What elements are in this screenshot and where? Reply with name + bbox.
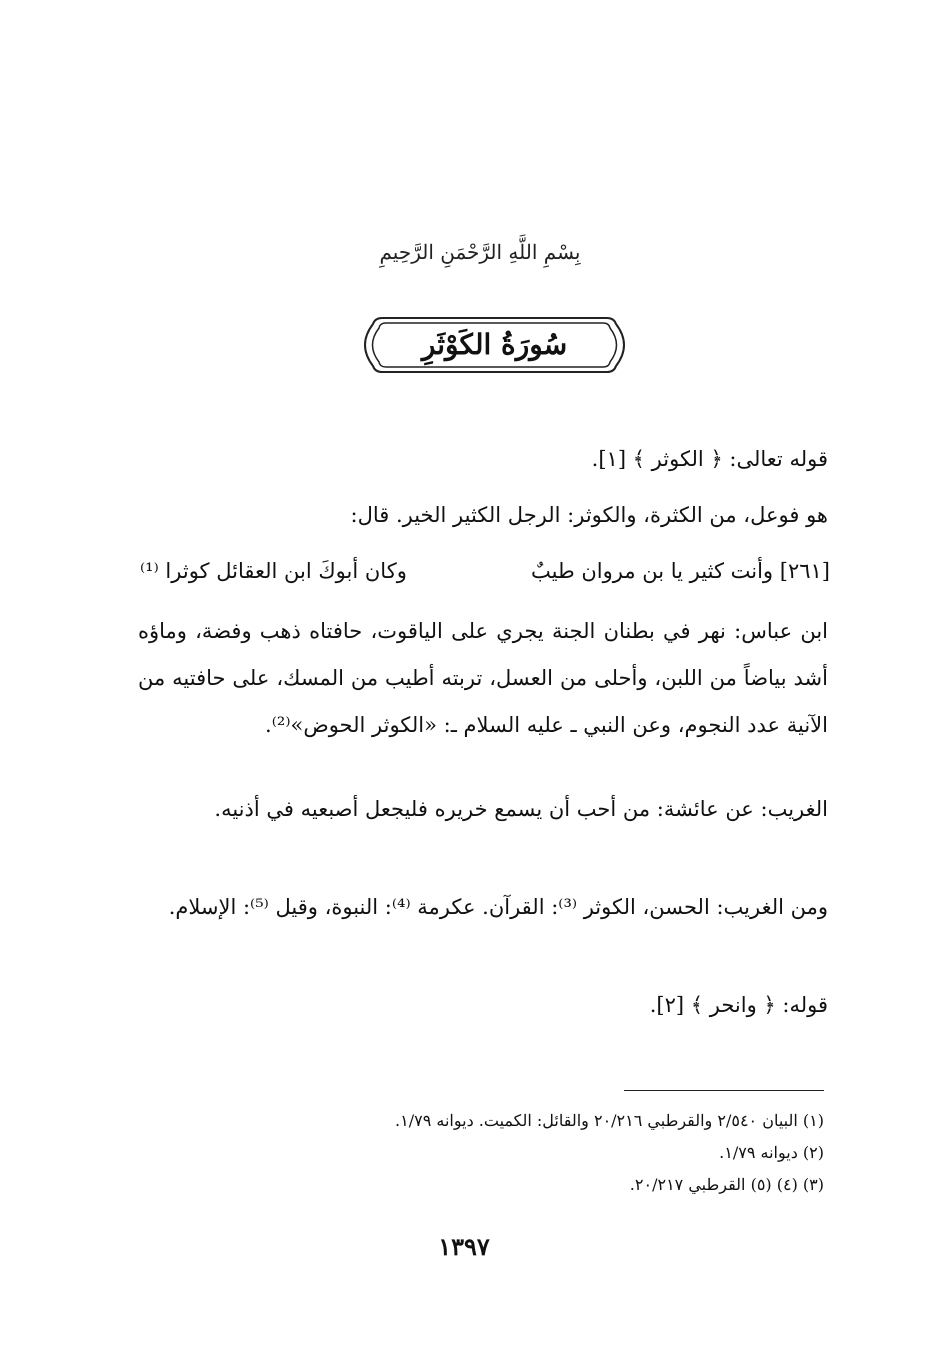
- paragraph-gharib-aisha: الغريب: عن عائشة: من أحب أن يسمع خريره فليجعل أصبعيه في أذنيه.: [214, 797, 828, 821]
- footnote-separator: [624, 1090, 824, 1091]
- surah-title: سُورَةُ الكَوْثَرِ: [421, 328, 568, 361]
- poem-verse: [140, 548, 830, 594]
- page-number: ١٣٩٧: [438, 1232, 490, 1261]
- paragraph-gharib-hasan: ومن الغريب: الحسن، الكوثر ⁽³⁾: القرآن. عكرمة ⁽⁴⁾: النبوة، وقيل ⁽⁵⁾: الإسلام.: [168, 895, 828, 919]
- footnote-2: (٢) ديوانه ١/٧٩.: [719, 1143, 824, 1162]
- poem-second-hemistich: وكان أبوكَ ابن العقائل كوثرا ⁽¹⁾: [140, 559, 407, 583]
- paragraph-verse-1: قوله تعالى: ﴿ الكوثر ﴾ [١].: [591, 447, 828, 471]
- paragraph-ibn-abbas: ابن عباس: نهر في بطنان الجنة يجري على الياقوت، حافتاه ذهب وفضة، وماؤه أشد بياضاً من اللبن، وأحلى من العسل، تربته أطيب من المسك، على حافتيه من الآنية عدد النجوم، وعن النبي ـ عليه السلام ـ: «الكوثر الحوض»⁽²⁾.: [138, 619, 828, 737]
- footnote-1: (١) البيان ٢/٥٤٠ والقرطبي ٢٠/٢١٦ والقائل: الكميت. ديوانه ١/٧٩.: [395, 1111, 824, 1130]
- footnote-3: (٣) (٤) (٥) القرطبي ٢٠/٢١٧.: [629, 1175, 824, 1194]
- basmala: بِسْمِ اللَّهِ الرَّحْمَنِ الرَّحِيمِ: [379, 240, 581, 264]
- poem-first-hemistich: [531, 548, 830, 594]
- paragraph-verse-2: قوله: ﴿ وانحر ﴾ [٢].: [649, 993, 828, 1017]
- surah-title-frame: [352, 312, 637, 378]
- poem-number: [٢٦١]: [779, 559, 830, 583]
- poem-first-hemistich-text: وأنت كثير يا بن مروان طيبٌ: [531, 559, 774, 583]
- paragraph-definition: هو فوعل، من الكثرة، والكوثر: الرجل الكثير الخير. قال:: [350, 503, 828, 527]
